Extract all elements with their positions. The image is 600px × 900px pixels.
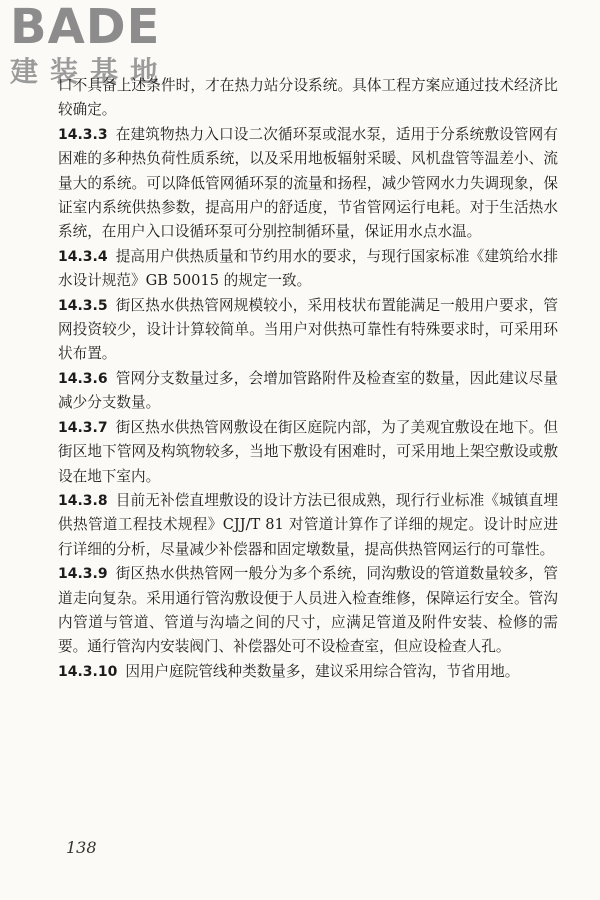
paragraph-text: 街区热水供热管网敷设在街区庭院内部，为了美观宜敷设在地下。但街区地下管网及构筑物较多，当地下敷设有困难时，可采用地上架空敷设或敷设在地下室内。 (58, 418, 558, 485)
paragraph (58, 74, 558, 123)
paragraph-text: 街区热水供热管网规模较小，采用枝状布置能满足一般用户要求，管网投资较少，设计计算较简单。当用户对供热可靠性有特殊要求时，可采用环状布置。 (58, 296, 558, 363)
paragraph-text: 提高用户供热质量和节约用水的要求，与现行国家标准《建筑给水排水设计规范》GB 50015 的规定一致。 (58, 247, 558, 290)
paragraph-text: 街区热水供热管网一般分为多个系统，同沟敷设的管道数量较多，管道走向复杂。采用通行管沟敷设便于人员进入检查维修，保障运行安全。管沟内管道与管道、管道与沟墙之间的尺寸，应满足管道及附件安装、检修的需要。通行管沟内安装阀门、补偿器处可不设检查室，但应设检查人孔。 (58, 565, 558, 656)
paragraph (58, 367, 558, 416)
paragraph-text: 在建筑物热力入口设二次循环泵或混水泵，适用于分系统敷设管网有困难的多种热负荷性质系统，以及采用地板辐射采暖、风机盘管等温差小、流量大的系统。可以降低管网循环泵的流量和扬程，减少管网水力失调现象，保证室内系统供热参数，提高用户的舒适度，节省管网运行电耗。对于生活热水系统，在用户入口设循环泵可分别控制循环量，保证用水点水温。 (58, 125, 558, 241)
paragraph-text: 因用户庭院管线种类数量多，建议采用综合管沟，节省用地。 (125, 662, 520, 680)
section-number: 14.3.10 (58, 663, 118, 680)
paragraph (58, 245, 558, 294)
paragraph (58, 294, 558, 367)
section-number: 14.3.5 (58, 297, 108, 314)
paragraph-text: 目前无补偿直埋敷设的设计方法已很成熟，现行行业标准《城镇直埋供热管道工程技术规程》CJJ/T 81 对管道计算作了详细的规定。设计时应进行详细的分析，尽量减少补偿器和固定墩数量，提高供热管网运行的可靠性。 (58, 491, 558, 558)
section-number: 14.3.9 (58, 566, 108, 583)
paragraph-text: 管网分支数量过多，会增加管路附件及检查室的数量，因此建议尽量减少分支数量。 (58, 369, 558, 412)
paragraph (58, 123, 558, 245)
paragraph (58, 416, 558, 489)
logo-wordmark: BADE (10, 0, 161, 55)
document-body (58, 74, 558, 684)
logo-chinese: 建装基地 (10, 55, 171, 88)
section-number: 14.3.7 (58, 419, 108, 436)
section-number: 14.3.8 (58, 492, 108, 509)
paragraph (58, 562, 558, 660)
paragraph-text: 口不具备上述条件时，才在热力站分设系统。具体工程方案应通过技术经济比较确定。 (58, 77, 558, 119)
paragraph (58, 660, 558, 684)
page-number: 138 (66, 838, 97, 857)
section-number: 14.3.3 (58, 126, 108, 143)
section-number: 14.3.4 (58, 248, 108, 265)
paragraph (58, 489, 558, 562)
section-number: 14.3.6 (58, 370, 108, 387)
